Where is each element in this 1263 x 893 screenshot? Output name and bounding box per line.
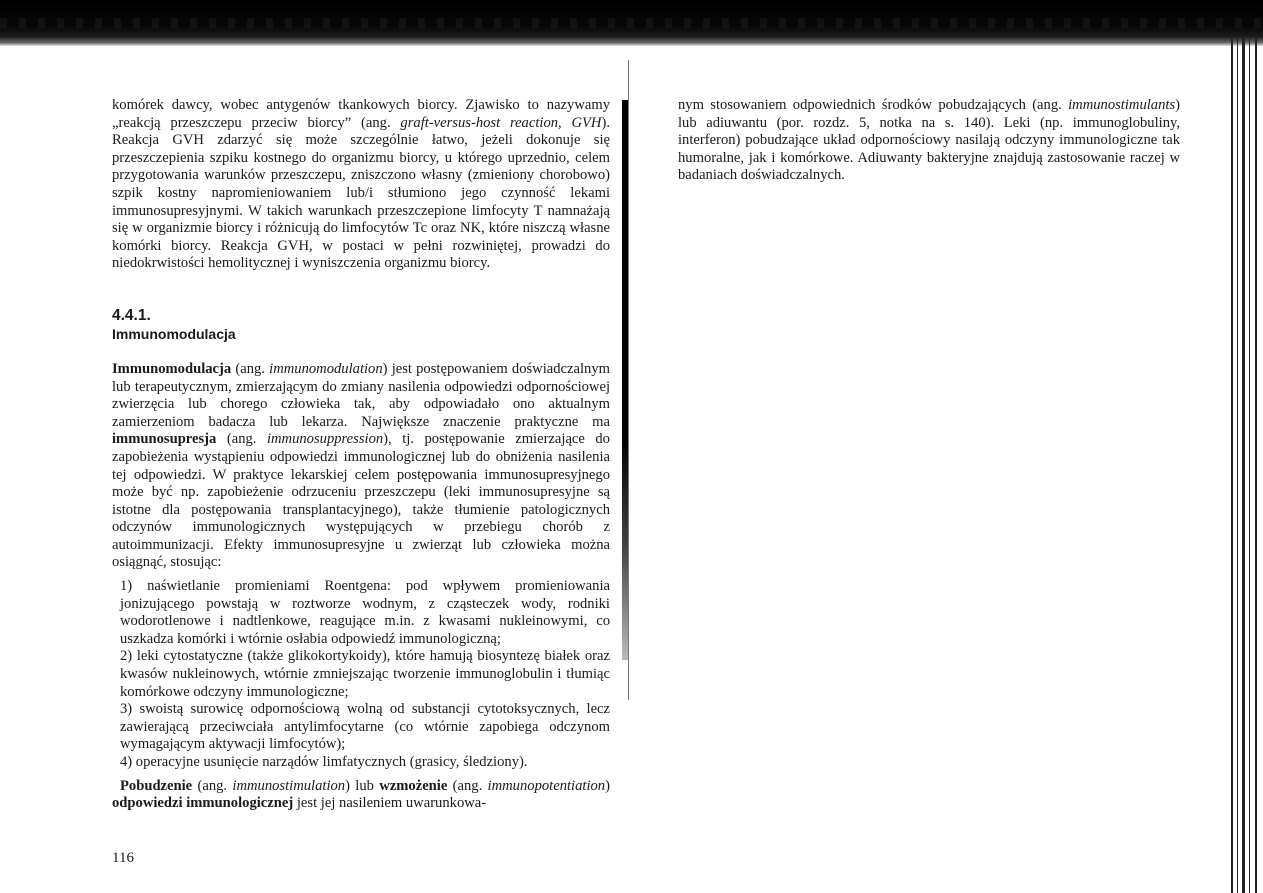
right-paragraph-1 <box>678 97 1180 185</box>
bold-term: wzmożenie <box>379 777 448 794</box>
text-run: my „reakcją przeszczepu przeciw biorcy” (ang. <box>112 97 610 131</box>
italic-term: immunostimulation <box>232 777 346 794</box>
list-item: 2) leki cytostatyczne (także glikokortykoidy), które hamują biosyntezę białek oraz kwasów nukleinowych, wtórnie zmniejszając tworzenie immunoglobulin i tłumiąc komórkowe odczyny immunologiczne; <box>120 648 610 700</box>
method-list <box>112 578 610 772</box>
left-page-column <box>112 97 610 813</box>
text-run: (ang. <box>231 360 270 377</box>
text-run: ) <box>605 777 610 794</box>
section-number: 4.4.1. <box>112 306 151 324</box>
text-run: ). Reakcja GVH zdarzyć się może szczególnie łatwo, jeżeli dokonuje się przeszczepienia szpiku kostnego do organizmu biorcy, u którego uprzednio, celem przygotowania warunków przeszczepu, zniszczono własny (zmieniony chorobowo) szpik kostny napromieniowaniem lub/i stłumiono jego czynność lekami immunosupresyjnymi. W takich warunkach przeszczepione limfocyty T namnażają się w organizmie biorcy i różnicują do limfocytów Tc oraz NK, które niszczą własne komórki biorcy. Reakcja GVH, w postaci w pełni rozwiniętej, prowadzi do niedokrwistości hemolitycznej i wyniszczenia organizmu biorcy. <box>112 114 610 272</box>
italic-term: graft-versus-host reaction, GVH <box>400 114 602 131</box>
italic-term: immunostimulants <box>1068 97 1176 113</box>
text-run: nym stosowaniem odpowiednich środków pobudzających (ang. <box>678 97 1069 113</box>
bold-term: immunosupresja <box>112 431 217 448</box>
left-paragraph-2 <box>112 361 610 572</box>
text-run: ), tj. postępowanie zmierzające do zapobieżenia wystąpieniu odpowiedzi immunologicznej lub do obniżenia nasilenia tej odpowiedzi. W praktyce lekarskiej celem postępowania immunosupresyjnego może być np. zapobieżenie odrzuceniu przeszczepu (leki immunosupresyjne są istotne dla postępowania transplantacyjnego), także tłumienie patologicznych odczynów immunologicznych występujących w przebiegu chorób z autoimmunizacji. Efekty immunosupresyjne u zwierząt lub człowieka można osiągnąć, stosując: <box>112 431 610 571</box>
text-run: ) jest postępowaniem doświadczalnym lub terapeutycznym, zmierzającym do zmiany nasilenia odpowiedzi odpornościowej zwierzęcia lub chorego człowieka tak, aby odpowiadało ono aktualnym zamierzeniom badacza lub lekarza. Największe znaczenie praktyczne ma <box>112 360 610 430</box>
text-run: (ang. <box>447 777 488 794</box>
scan-shadow-top <box>0 0 1263 46</box>
bold-term: odpowiedzi immunologicznej <box>112 795 294 812</box>
list-item: 1) naświetlanie promieniami Roentgena: pod wpływem promieniowania jonizującego powstają w roztworze wodnym, z cząsteczek wody, rodniki wodorotlenowe i nadtlenkowe, reagujące m.in. z kwasami nukleinowymi, co uszkadza komórki i wtórnie osłabia odpowiedź immunologiczną; <box>120 578 610 647</box>
bold-term: Immunomodulacja <box>112 360 232 377</box>
text-run: ) lub <box>345 777 380 794</box>
page-number: 116 <box>112 850 134 866</box>
page-edge-stack <box>1227 0 1263 893</box>
left-paragraph-3 <box>112 778 610 813</box>
text-run: komórek dawcy, wobec antygenów tkankowych biorcy. Zjawisko to nazywa <box>112 97 592 113</box>
book-spine-line <box>628 60 629 700</box>
left-paragraph-1 <box>112 97 610 273</box>
text-run: (ang. <box>192 777 233 794</box>
list-item: 3) swoistą surowicę odpornościową wolną od substancji cytotoksycznych, lecz zawierającą przeciwciała antylimfocytarne (co wtórnie zapobiega odczynom wymagającym aktywacji limfocytów); <box>120 701 610 753</box>
italic-term: immunomodulation <box>269 360 383 377</box>
text-run: ) lub adiuwantu (por. rozdz. 5, notka na s. 140). Leki (np. immunoglobuliny, interferon) pobudzające układ odpornościowy nasilają odczyny immunologiczne tak humoralne, jak i komórkowe. Adiuwanty bakteryjne znajdują zastosowanie raczej w badaniach doświadczalnych. <box>678 97 1180 184</box>
italic-term: immunopotentiation <box>487 777 606 794</box>
section-title: Immunomodulacja <box>112 325 236 342</box>
list-item: 4) operacyjne usunięcie narządów limfatycznych (grasicy, śledziony). <box>120 754 528 770</box>
bold-term: Pobudzenie <box>120 777 193 794</box>
right-page-column <box>678 97 1180 185</box>
text-run: (ang. <box>216 431 267 448</box>
italic-term: immunosuppression <box>266 431 384 448</box>
text-run: jest jej nasileniem uwarunkowa- <box>293 795 487 812</box>
section-heading <box>112 307 610 343</box>
